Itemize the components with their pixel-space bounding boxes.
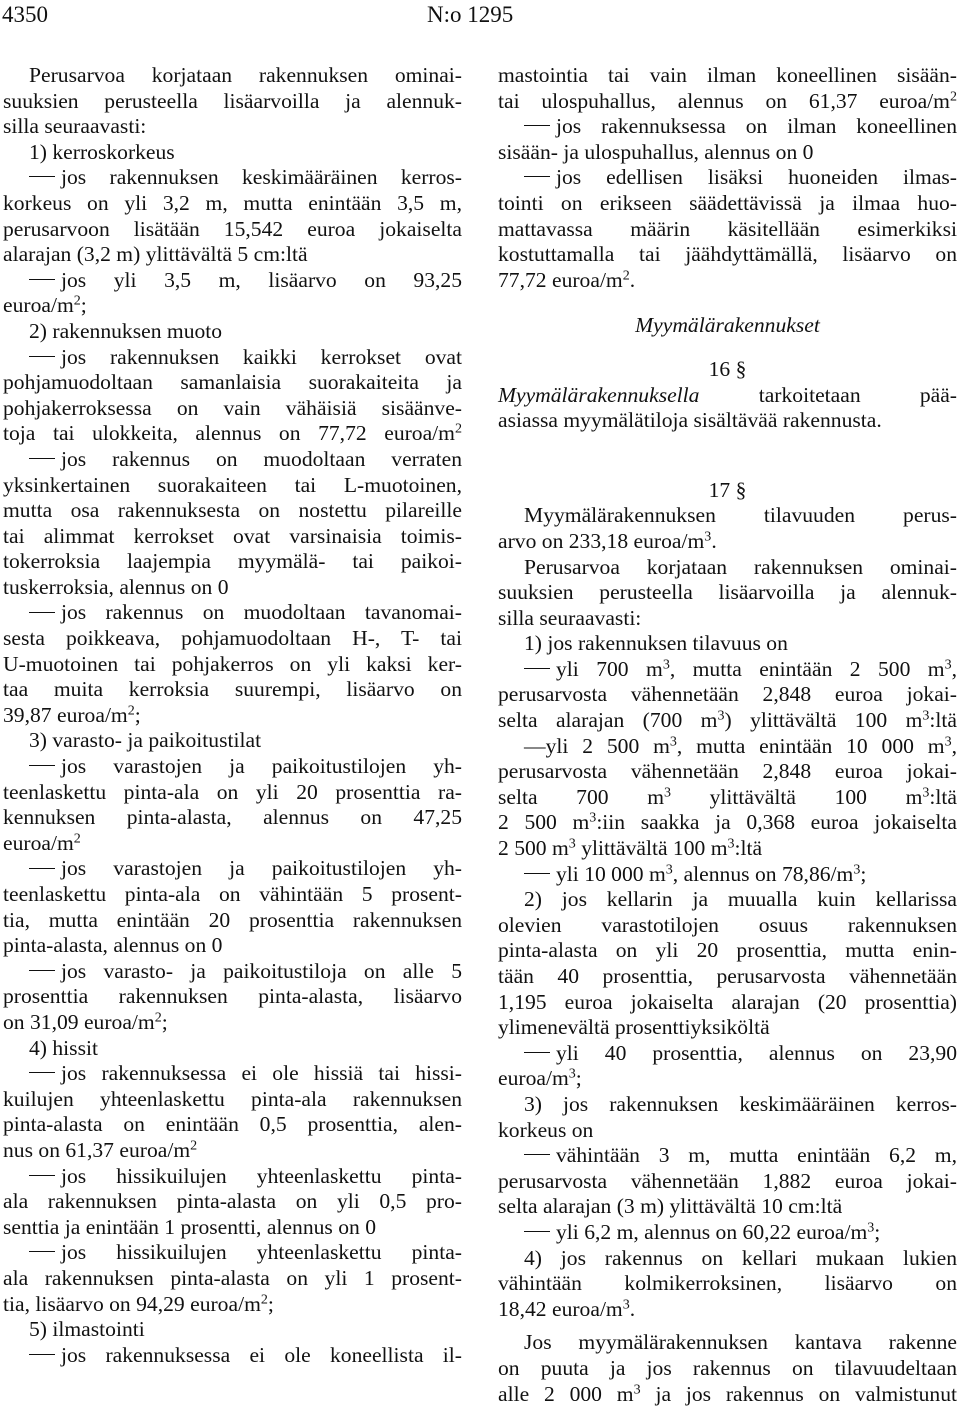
dash-mark <box>29 868 55 869</box>
text-line: alle 2 000 $m^3$ ja jos rakennus on valmistunut <box>498 1382 957 1407</box>
text-line: 2 500 $m^3:iin$ saakka ja 0,368 euroa jokaiselta <box>498 810 957 836</box>
text-line: 18,42 euroa/$m^3$. <box>498 1297 957 1323</box>
text-line: vähintään 3 m, mutta enintään 6,2 m, <box>498 1143 957 1169</box>
text-line: teenlaskettu pinta-ala on yli 20 prosenttia ra- <box>3 780 462 806</box>
section-title: Myymälärakennukset <box>498 313 957 339</box>
text-line: perusarvosta vähennetään 2,848 euroa jokai- <box>498 682 957 708</box>
text-line: jos rakennuksessa ei ole koneellista il- <box>3 1343 462 1369</box>
text-line: jos hissikuilujen yhteenlaskettu pinta- <box>3 1164 462 1190</box>
text-line: ala rakennuksen pinta-alasta on yli 0,5 pro- <box>3 1189 462 1215</box>
text-line: mattavassa määrin käsitellään esimerkiksi <box>498 217 957 243</box>
text-line: yli 10 000 $m^3$, alennus on $78,86/m^3$; <box>498 862 957 888</box>
page-header <box>0 0 960 30</box>
text-line: silla seuraavasti: <box>3 114 462 140</box>
text-line: alarajan (3,2 m) ylittävältä 5 cm:ltä <box>3 242 462 268</box>
text-line: taa muita kerroksia suurempi, lisäarvo on <box>3 677 462 703</box>
text-line: 3) varasto- ja paikoitustilat <box>3 728 462 754</box>
text-line: jos rakennus on muodoltaan verraten <box>3 447 462 473</box>
text-line: jos hissikuilujen yhteenlaskettu pinta- <box>3 1240 462 1266</box>
text-line: tai alimmat kerrokset ovat varsinaisia toimis- <box>3 524 462 550</box>
text-line: 5) ilmastointi <box>3 1317 462 1343</box>
dash-mark <box>524 873 550 874</box>
section-number-17: 17 § <box>498 478 957 504</box>
text-line: yksinkertainen suorakaiteen tai L-muotoinen, <box>3 473 462 499</box>
text-line: selta alarajan (700 $m^3$) ylittävältä 100 $m^3:ltä$ <box>498 708 957 734</box>
text-line: Perusarvoa korjataan rakennuksen ominai- <box>498 555 957 581</box>
dash-mark <box>29 458 55 459</box>
text-line: ala rakennuksen pinta-alasta on yli 1 prosent- <box>3 1266 462 1292</box>
text-line: mastointia tai vain ilman koneellinen sisään- <box>498 63 957 89</box>
dash-mark <box>29 1175 55 1176</box>
text-line: pinta-alasta on yli 20 prosenttia, mutta enin- <box>498 938 957 964</box>
right-column <box>498 63 957 1407</box>
text-line: korkeus on yli 3,2 m, mutta enintään 3,5 m, <box>3 191 462 217</box>
text-line: sesta poikkeava, pohjamuodoltaan H-, T- tai <box>3 626 462 652</box>
dash-mark <box>29 765 55 766</box>
dash-mark <box>29 612 55 613</box>
text-line: yli 6,2 m, alennus on 60,22 euroa/$m^3$; <box>498 1220 957 1246</box>
text-line: 1) kerroskorkeus <box>3 140 462 166</box>
text-line: 4) jos rakennus on kellari mukaan lukien <box>498 1246 957 1272</box>
text-line: Myymälärakennuksen tilavuuden perus- <box>498 503 957 529</box>
text-line: jos rakennus on muodoltaan tavanomai- <box>3 600 462 626</box>
text-line: 39,87 euroa/$m^2$; <box>3 703 462 729</box>
text-line: nus on 61,37 euroa/$m^2$ <box>3 1138 462 1164</box>
text-line: arvo on 233,18 euroa/$m^3$. <box>498 529 957 555</box>
text-line: tointi on erikseen säädettävissä ja ilmaa huo- <box>498 191 957 217</box>
text-line: tään 40 prosenttia, perusarvosta vähennetään <box>498 964 957 990</box>
dash-mark <box>524 1154 550 1155</box>
text-line: —yli 2 500 $m^3$, mutta enintään 10 000 $m^3$, <box>498 734 957 760</box>
dash-mark <box>524 1231 550 1232</box>
text-line: Jos myymälärakennuksen kantava rakenne <box>498 1330 957 1356</box>
text-line: Perusarvoa korjataan rakennuksen ominai- <box>3 63 462 89</box>
text-line: euroa/$m^2$; <box>3 293 462 319</box>
issue-number: N:o 1295 <box>427 2 513 28</box>
text-line: jos edellisen lisäksi huoneiden ilmas- <box>498 165 957 191</box>
text-line: jos varastojen ja paikoitustilojen yh- <box>3 856 462 882</box>
dash-mark <box>29 356 55 357</box>
text-line: 2) rakennuksen muoto <box>3 319 462 345</box>
page-number: 4350 <box>2 2 48 28</box>
text-line: on puuta ja jos rakennus on tilavuudeltaan <box>498 1356 957 1382</box>
text-line: kuilujen yhteenlaskettu pinta-ala rakennuksen <box>3 1087 462 1113</box>
text-line: korkeus on <box>498 1118 957 1144</box>
dash-mark <box>524 125 550 126</box>
section-number-16: 16 § <box>498 357 957 383</box>
text-line: jos rakennuksen kaikki kerrokset ovat <box>3 345 462 371</box>
dash-mark <box>29 279 55 280</box>
text-line: yli 700 $m^3$, mutta enintään 2 500 $m^3$, <box>498 657 957 683</box>
dash-mark <box>524 668 550 669</box>
text-line: 1,195 euroa jokaiselta alarajan (20 prosenttia) <box>498 990 957 1016</box>
text-line: 4) hissit <box>3 1036 462 1062</box>
text-line: asiassa myymälätiloja sisältävää rakennusta. <box>498 408 957 434</box>
text-line: selta alarajan (3 m) ylittävältä 10 cm:ltä <box>498 1194 957 1220</box>
text-line: sisään- ja ulospuhallus, alennus on 0 <box>498 140 957 166</box>
text-line: jos yli 3,5 m, lisäarvo on 93,25 <box>3 268 462 294</box>
text-line: euroa/$m^3$; <box>498 1066 957 1092</box>
text-line: jos rakennuksen keskimääräinen kerros- <box>3 165 462 191</box>
defined-term: Myymälärakennuksella <box>498 383 699 407</box>
dash-mark <box>524 1052 550 1053</box>
text-line: jos rakennuksessa ei ole hissiä tai hissi- <box>3 1061 462 1087</box>
text-line: pinta-alasta on enintään 0,5 prosenttia, alen- <box>3 1112 462 1138</box>
text-line: selta 700 $m^3$ ylittävältä 100 $m^3:ltä$ <box>498 785 957 811</box>
text-line: euroa/$m^2$ <box>3 831 462 857</box>
dash-mark <box>29 1354 55 1355</box>
text-line: jos rakennuksessa on ilman koneellinen <box>498 114 957 140</box>
text-line: senttia ja enintään 1 prosentti, alennus on 0 <box>3 1215 462 1241</box>
dash-mark <box>29 1072 55 1073</box>
text-line: perusarvosta vähennetään 2,848 euroa jokai- <box>498 759 957 785</box>
text-line: jos varasto- ja paikoitustiloja on alle 5 <box>3 959 462 985</box>
text-line: perusarvosta vähennetään 1,882 euroa jokai- <box>498 1169 957 1195</box>
text-line: yli 40 prosenttia, alennus on 23,90 <box>498 1041 957 1067</box>
text-line: ylimenevältä prosenttiyksiköltä <box>498 1015 957 1041</box>
text-line: 2) jos kellarin ja muualla kuin kellarissa <box>498 887 957 913</box>
text-line: tia, mutta enintään 20 prosenttia rakennuksen <box>3 908 462 934</box>
text-line: kostuttamalla tai jäähdyttämällä, lisäarvo on <box>498 242 957 268</box>
dash-mark <box>524 176 550 177</box>
text-line: pohjakerroksessa on vain vähäisiä sisäänve- <box>3 396 462 422</box>
text-line: perusarvoon lisätään 15,542 euroa jokaiselta <box>3 217 462 243</box>
dash-mark <box>29 1251 55 1252</box>
text-line: mutta osa rakennuksesta on nostettu pilareille <box>3 498 462 524</box>
left-column <box>3 63 462 1368</box>
text-line: kennuksen pinta-alasta, alennus on 47,25 <box>3 805 462 831</box>
text-line: tai ulospuhallus, alennus on 61,37 euroa/$m^2$ <box>498 89 957 115</box>
text-line: jos varastojen ja paikoitustilojen yh- <box>3 754 462 780</box>
text-line: 77,72 euroa/$m^2$. <box>498 268 957 294</box>
text-line: on 31,09 euroa/$m^2$; <box>3 1010 462 1036</box>
text-line: toja tai ulokkeita, alennus on 77,72 euroa/$m^2$ <box>3 421 462 447</box>
text-line: suuksien perusteella lisäarvoilla ja alennuk- <box>498 580 957 606</box>
text-line: silla seuraavasti: <box>498 606 957 632</box>
text-line: tuskerroksia, alennus on 0 <box>3 575 462 601</box>
text-line: pohjamuodoltaan samanlaisia suorakaiteita ja <box>3 370 462 396</box>
text-line: Myymälärakennuksella tarkoitetaan pää- <box>498 383 957 409</box>
text-line: 3) jos rakennuksen keskimääräinen kerros- <box>498 1092 957 1118</box>
dash-mark <box>29 176 55 177</box>
text-line: olevien varastotilojen osuus rakennuksen <box>498 913 957 939</box>
text-line: 1) jos rakennuksen tilavuus on <box>498 631 957 657</box>
text-line: teenlaskettu pinta-ala on vähintään 5 prosent- <box>3 882 462 908</box>
dash-mark <box>29 970 55 971</box>
text-line: U-muotoinen tai pohjakerros on yli kaksi ker- <box>3 652 462 678</box>
text-line: pinta-alasta, alennus on 0 <box>3 933 462 959</box>
text-line: tia, lisäarvo on 94,29 euroa/$m^2$; <box>3 1292 462 1318</box>
text-line: vähintään kolmikerroksinen, lisäarvo on <box>498 1271 957 1297</box>
text-line: suuksien perusteella lisäarvoilla ja alennuk- <box>3 89 462 115</box>
text-line: tokerroksia laajempia myymälä- tai paikoi- <box>3 549 462 575</box>
text-line: prosenttia rakennuksen pinta-alasta, lisäarvo <box>3 984 462 1010</box>
text-line: 2 500 $m^3$ ylittävältä 100 $m^3:ltä$ <box>498 836 957 862</box>
